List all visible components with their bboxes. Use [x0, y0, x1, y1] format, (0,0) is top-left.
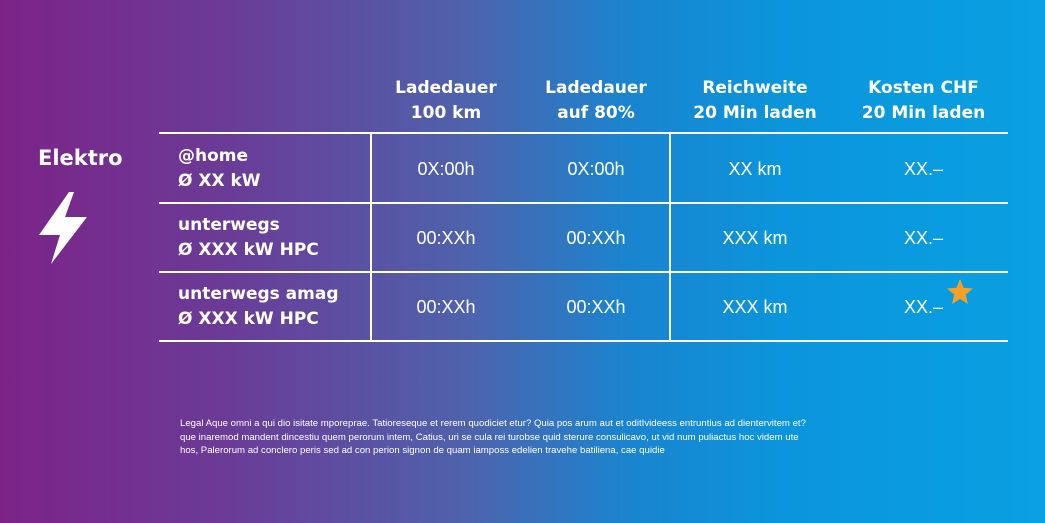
star-icon: [946, 279, 974, 305]
column-header-ladedauer-80: Ladedauer auf 80%: [545, 78, 647, 123]
lightning-bolt-icon: [36, 192, 90, 264]
row-label-home: @home Ø XX kW: [178, 146, 261, 191]
column-header-reichweite: Reichweite 20 Min laden: [693, 78, 817, 123]
table-cell: 00:XXh: [566, 228, 626, 248]
row-label-unterwegs: unterwegs Ø XXX kW HPC: [178, 215, 319, 260]
table-cell: 00:XXh: [416, 297, 476, 317]
legal-disclaimer: Legal Aque omni a qui dio isitate mporeprae. Tatioreseque et rerem quodiciet etur? Quia pos arum aut et oditIvideess entruntius ad dientervitem et? que inaremod mandent dincestiu quem perorum intem, Catius, uri se cula rei turobse quid sterure consulicavo, ut vid num puliactus hoc videm ute hos, Palerorum ad conclero peris sed ad con perion signon de quam iamposs edelien travehe batiliena, cae quidie: [180, 418, 806, 456]
table-cell: XXX km: [722, 297, 788, 317]
table-cell: XX.–: [903, 297, 944, 317]
table-rule-bottom: [159, 340, 1008, 342]
column-header-ladedauer-100km: Ladedauer 100 km: [395, 78, 497, 123]
table-cell: 00:XXh: [566, 297, 626, 317]
table-rule-top: [159, 132, 1008, 134]
table-rule: [159, 271, 1008, 273]
category-title: Elektro: [38, 146, 123, 170]
table-cell: XX km: [728, 159, 782, 179]
row-label-unterwegs-amag: unterwegs amag Ø XXX kW HPC: [178, 284, 339, 329]
table-cell: XX.–: [903, 159, 944, 179]
table-cell: XXX km: [722, 228, 788, 248]
table-cell: 00:XXh: [416, 228, 476, 248]
table-cell: 0X:00h: [417, 159, 475, 179]
column-header-kosten: Kosten CHF 20 Min laden: [861, 78, 986, 123]
table-rule: [159, 202, 1008, 204]
table-cell: XX.–: [903, 228, 944, 248]
table-cell: 0X:00h: [567, 159, 625, 179]
